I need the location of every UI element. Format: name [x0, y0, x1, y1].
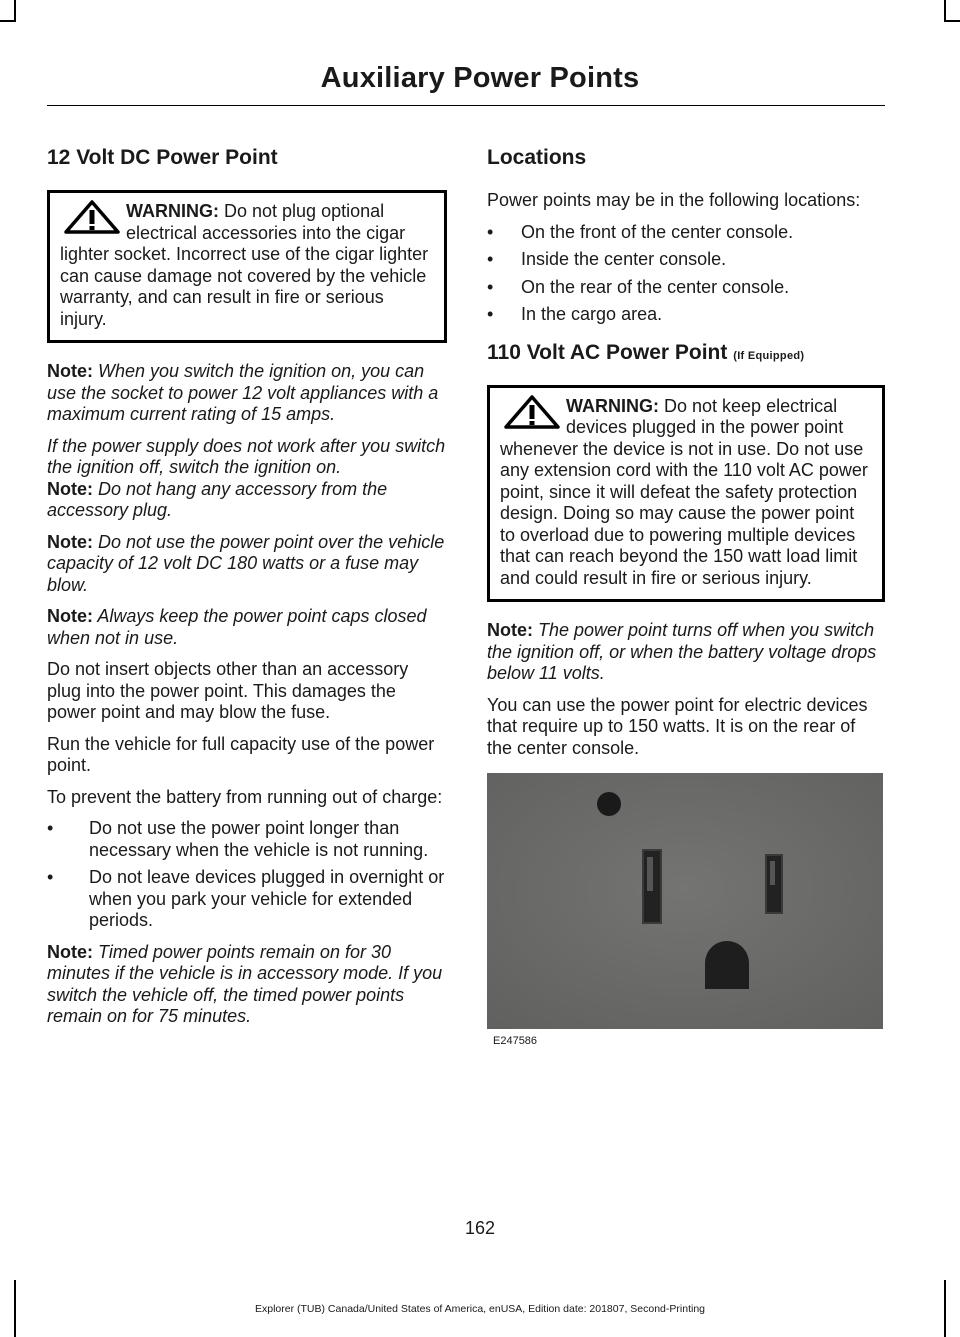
list-item	[47, 818, 447, 861]
heading-text: 110 Volt AC Power Point	[487, 340, 728, 364]
warning-label: WARNING:	[126, 201, 219, 222]
bullet-marker: •	[47, 867, 54, 888]
bullet-marker: •	[47, 818, 54, 839]
note-accessory-plug	[47, 479, 447, 522]
page-number: 162	[464, 1218, 496, 1238]
note-label: Note:	[487, 620, 533, 641]
bullet-marker: •	[487, 304, 494, 325]
note-label: Note:	[47, 941, 93, 962]
ac-outlet-figure	[487, 773, 883, 1048]
note-text: Do not hang any accessory from the accessory plug.	[47, 478, 388, 521]
note-text: Do not use the power point over the vehicle capacity of 12 volt DC 180 watts or a fuse may blow.	[47, 531, 445, 595]
bullet-marker: •	[487, 221, 494, 242]
warning-text: Do not keep electrical devices plugged in the power point whenever the device is not in use. Do not use any extension cord with the 110 volt AC power point, since it will defeat the safety protection design. Doing so may cause the power point to overload due to powering multiple devices that can reach beyond the 150 watt load limit and could result in fire or serious injury.	[500, 395, 868, 588]
locations-list	[487, 222, 885, 326]
note-text: When you switch the ignition on, you can use the socket to power 12 volt appliances with a maximum current rating of 15 amps.	[47, 361, 439, 425]
battery-tips-list	[47, 818, 447, 932]
list-item	[47, 867, 447, 932]
paragraph-battery: To prevent the battery from running out of charge:	[47, 786, 443, 807]
list-item	[487, 277, 885, 299]
paragraph-full-capacity: Run the vehicle for full capacity use of the power point.	[47, 733, 435, 776]
list-item	[487, 222, 885, 244]
warning-triangle-icon	[62, 199, 122, 235]
crop-mark	[14, 0, 16, 22]
section-heading-locations: Locations	[487, 146, 587, 169]
list-item-text: Inside the center console.	[521, 249, 727, 270]
ground-hole	[705, 941, 749, 989]
crop-mark	[0, 20, 16, 22]
list-item-text: In the cargo area.	[521, 304, 663, 325]
screw-hole	[597, 792, 621, 816]
note-text: Timed power points remain on for 30 minutes if the vehicle is in accessory mode. If you switch the vehicle off, the timed power points remain on for 75 minutes.	[47, 941, 443, 1027]
list-item-text: On the front of the center console.	[521, 221, 794, 242]
crop-mark	[944, 20, 960, 22]
warning-triangle-icon	[502, 394, 562, 430]
note-capacity	[47, 532, 447, 597]
list-item	[487, 304, 885, 326]
header-divider	[47, 105, 885, 106]
section-heading-110v	[487, 340, 885, 365]
crop-mark	[944, 0, 946, 22]
note-power-off	[487, 620, 885, 685]
note-ignition	[47, 361, 447, 426]
ac-outlet-illustration	[487, 773, 883, 1029]
section-heading-12v: 12 Volt DC Power Point	[47, 146, 278, 169]
list-item	[487, 249, 885, 271]
bullet-marker: •	[487, 276, 494, 297]
page-footer: Explorer (TUB) Canada/United States of America, enUSA, Edition date: 201807, Second-Printing	[255, 1303, 705, 1315]
left-column	[47, 145, 447, 1038]
note-label: Note:	[47, 478, 93, 499]
right-column	[487, 145, 885, 1048]
note-label: Note:	[47, 531, 93, 552]
list-item-text: Do not use the power point longer than necessary when the vehicle is not running.	[89, 818, 429, 860]
note-text: The power point turns off when you switch the ignition off, or when the battery voltage drops below 11 volts.	[487, 620, 877, 684]
paragraph-insert-objects: Do not insert objects other than an accessory plug into the power point. This damages the power point and may blow the fuse.	[47, 659, 409, 723]
note-timed-power	[47, 942, 447, 1028]
heading-qualifier: (If Equipped)	[733, 349, 805, 362]
note-label: Note:	[47, 361, 93, 382]
figure-code: E247586	[493, 1035, 538, 1048]
italic-paragraph: If the power supply does not work after you switch the ignition off, switch the ignition on.	[47, 435, 446, 478]
paragraph-150-watts: You can use the power point for electric devices that require up to 150 watts. It is on the rear of the center console.	[487, 694, 868, 758]
paragraph-locations-intro: Power points may be in the following locations:	[487, 190, 861, 211]
warning-box	[487, 385, 885, 603]
note-label: Note:	[47, 606, 93, 627]
list-item-text: On the rear of the center console.	[521, 276, 790, 297]
list-item-text: Do not leave devices plugged in overnight or when you park your vehicle for extended periods.	[89, 867, 445, 931]
warning-label: WARNING:	[566, 395, 659, 416]
bullet-marker: •	[487, 249, 494, 270]
page-title: Auxiliary Power Points	[320, 62, 640, 94]
note-caps	[47, 606, 447, 649]
note-text: Always keep the power point caps closed when not in use.	[47, 606, 427, 648]
warning-box	[47, 190, 447, 343]
warning-text: Do not plug optional electrical accessories into the cigar lighter socket. Incorrect use of the cigar lighter can cause damage not covered by the vehicle warranty, and can result in fire or serious injury.	[60, 201, 429, 329]
